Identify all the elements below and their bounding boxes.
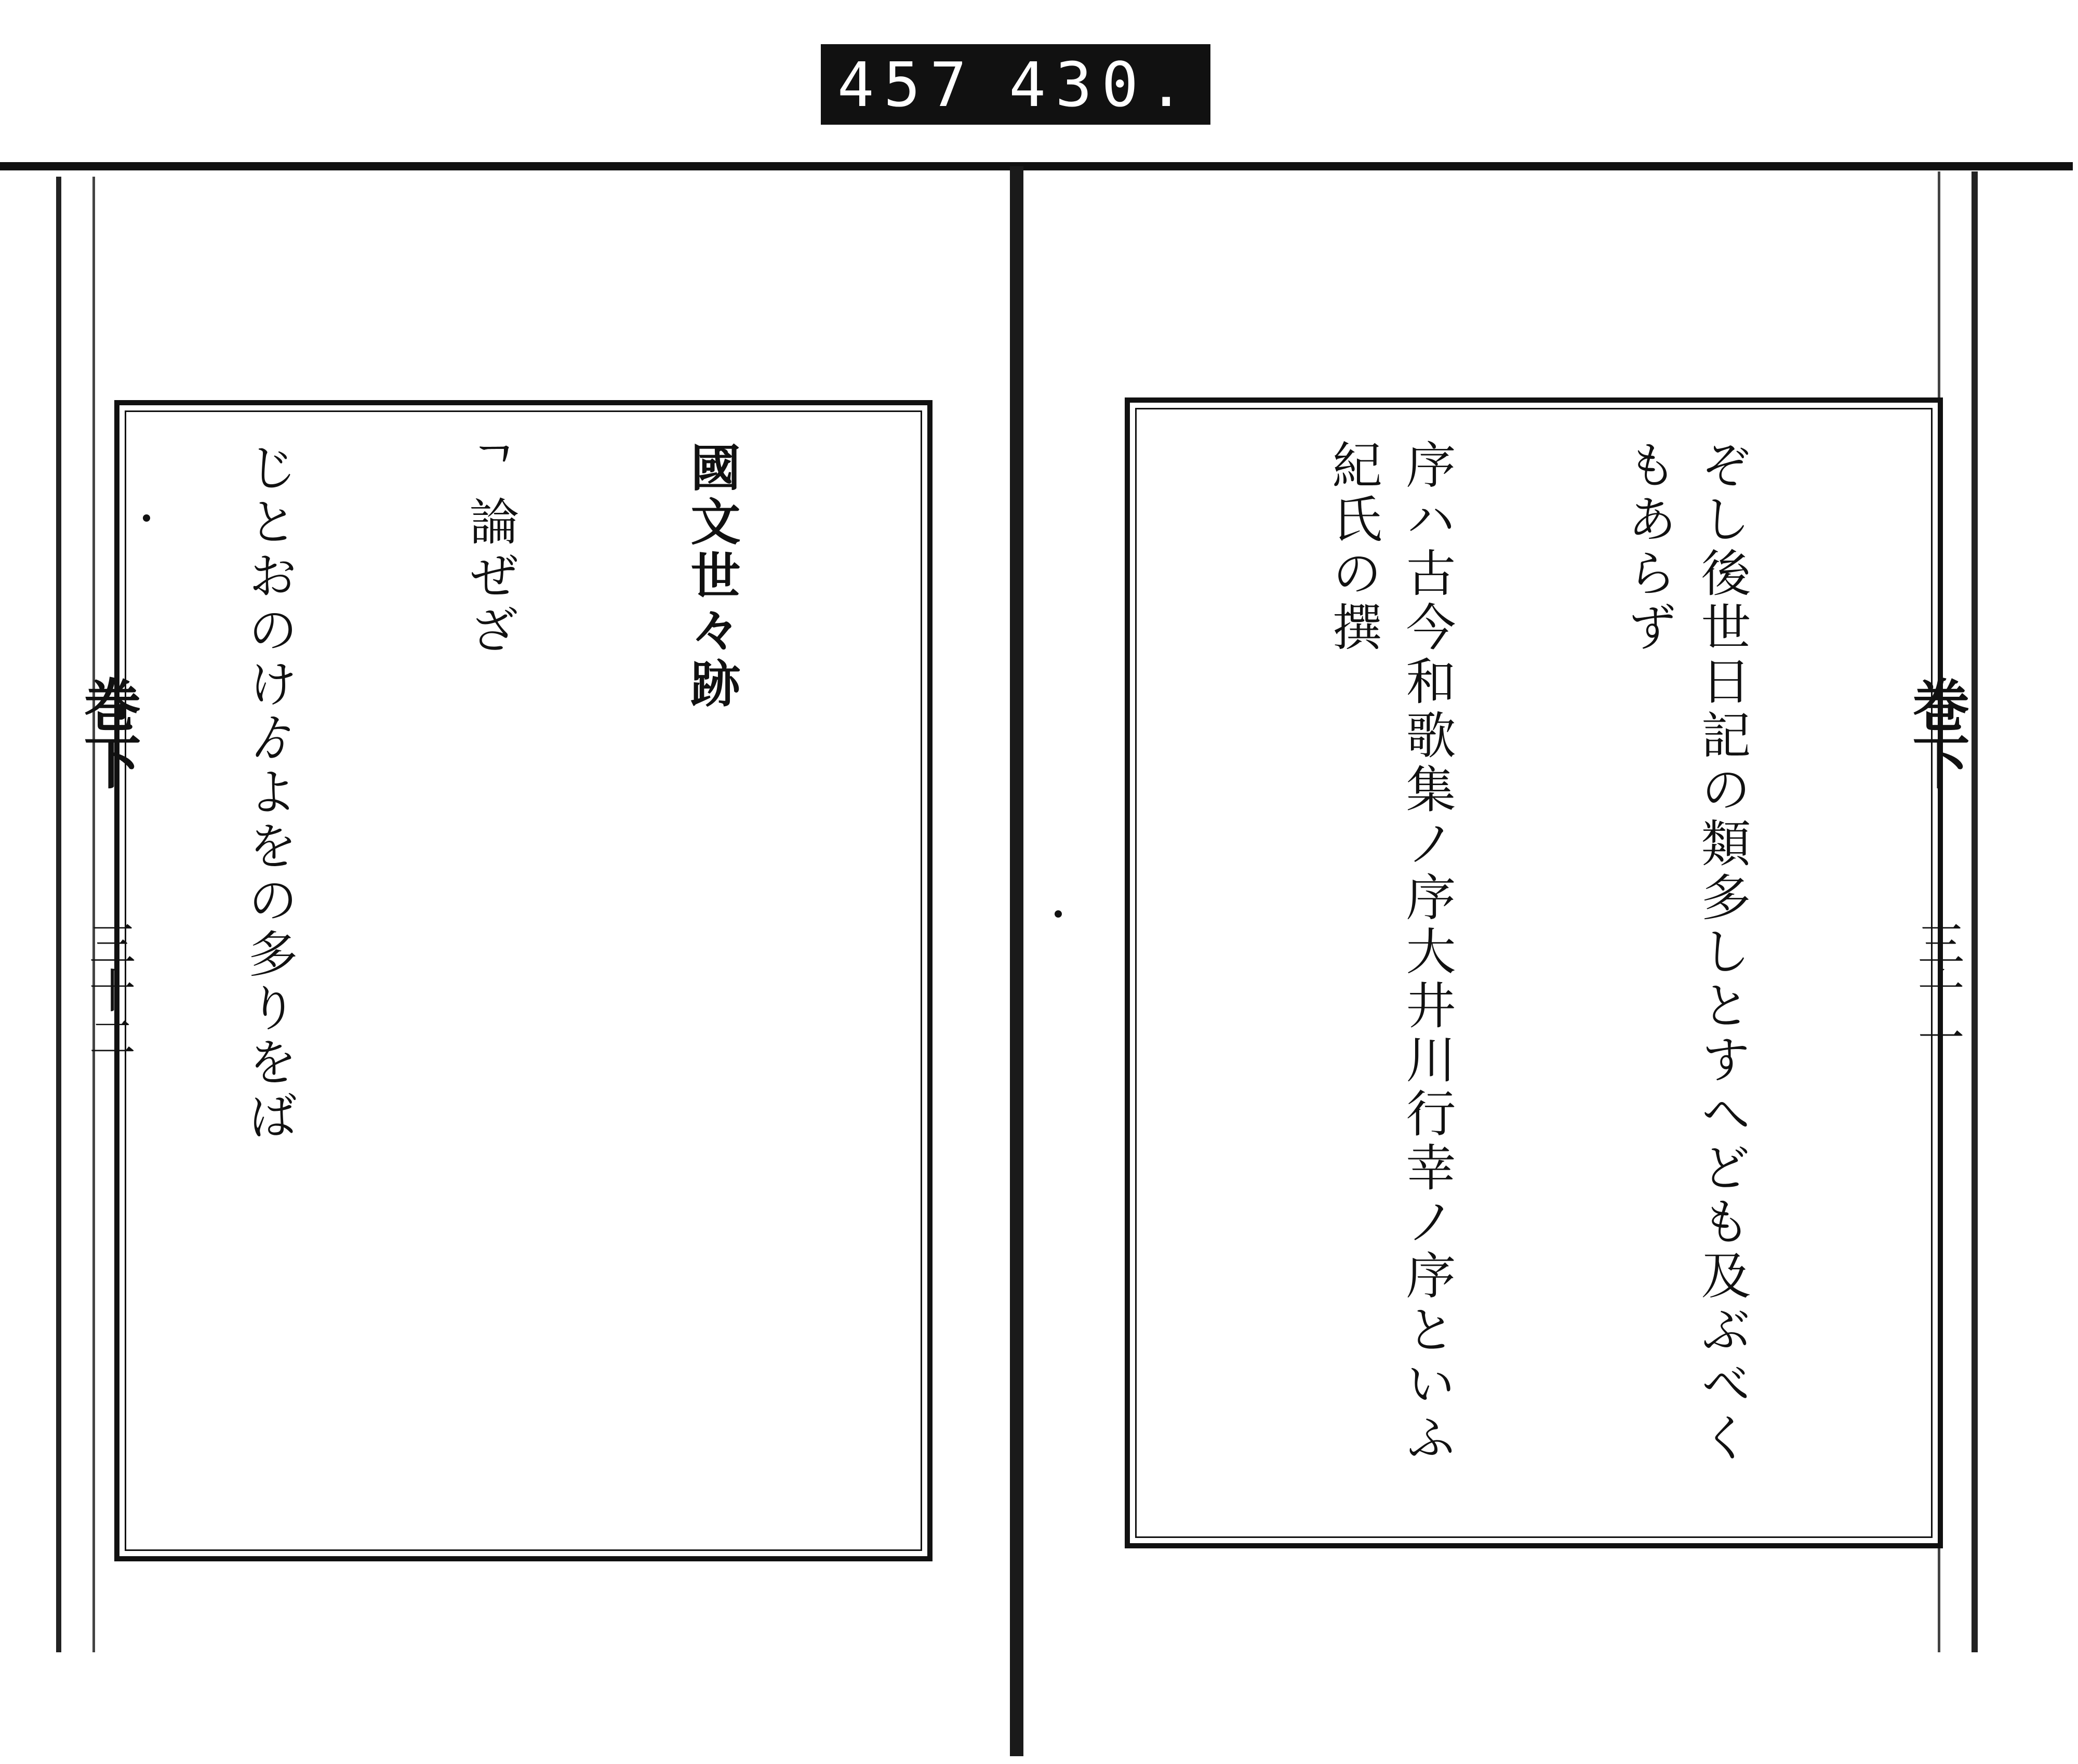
text-line: じとおのけゟよをの多りをば <box>240 442 298 1144</box>
right-text-body <box>1161 439 1907 1517</box>
archive-number-right: 430. <box>1009 48 1194 121</box>
ink-speck <box>143 514 150 522</box>
text-line <box>1161 439 1169 1517</box>
right-page-number: 三十一 <box>1909 920 1964 1060</box>
text-line: 序ハ古今和歌集ノ序大井川行幸ノ序といふ紀氏の撰 <box>1324 439 1456 1466</box>
left-text-body <box>151 442 896 1530</box>
section-heading: 國文世々跡 <box>683 442 741 712</box>
right-volume-label: 巻下 <box>1903 675 1970 790</box>
text-line: ぞし後世日記の類多しとすへども及ぶべくもあらず <box>1619 439 1751 1466</box>
left-volume-label: 巻下 <box>74 675 142 790</box>
archive-number-left: 457 <box>837 48 976 121</box>
left-page-number: 三十二 <box>81 920 136 1060</box>
archive-id-label <box>821 44 1210 125</box>
ink-speck <box>1055 910 1062 918</box>
book-top-edge <box>0 162 2073 170</box>
book-gutter <box>1010 166 1023 1756</box>
right-text-frame <box>1125 397 1943 1548</box>
left-text-frame <box>114 400 933 1561</box>
text-line: ᄀ論ぜざ <box>461 442 520 658</box>
